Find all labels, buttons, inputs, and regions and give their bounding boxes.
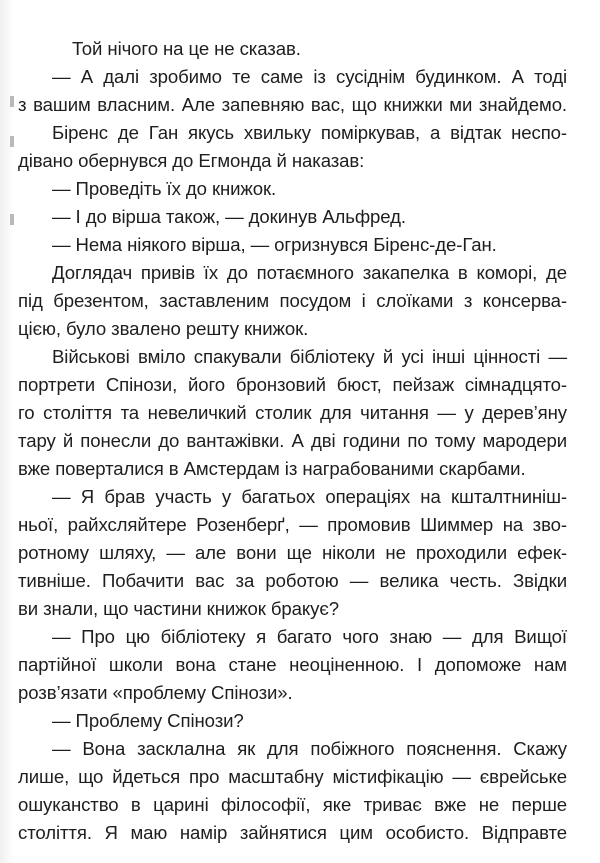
text-line: вже поверталися в Амстердам із награбованими скарбами.	[18, 458, 526, 479]
text-line: цією, було звалено решту книжок.	[18, 318, 309, 339]
text-line: з вашим власним. Але запевняю вас, що книжки ми знайдемо.	[18, 94, 567, 115]
text-line: — Проблему Спінози?	[52, 710, 244, 731]
text-line: — Я брав участь у багатьох операціях на кшталтниніш-	[52, 486, 567, 507]
text-line: портрети Спінози, його бронзовий бюст, пейзаж сімнадцято-	[18, 374, 567, 395]
text-line: — Проведіть їх до книжок.	[52, 178, 277, 199]
text-line: — Нема ніякого вірша, — огризнувся Біренс-де-Ган.	[52, 234, 497, 255]
text-line: дівано обернувся до Егмонда й наказав:	[18, 150, 365, 171]
page-edge-mark	[10, 96, 14, 107]
text-line: століття. Я маю намір зайнятися цим особисто. Відправте	[18, 822, 567, 843]
text-line: розв’язати «проблему Спінози».	[18, 682, 293, 703]
page-edge-mark	[10, 214, 14, 225]
text-line: ошуканство в царині філософії, яке триває вже не перше	[18, 794, 567, 815]
text-line: — Вона засклална як для побіжного пояснення. Скажу	[52, 738, 567, 759]
text-line: — І до вірша також, — докинув Альфред.	[52, 206, 406, 227]
page-gutter-shadow	[0, 0, 14, 863]
text-line: го століття та невеличкий столик для читання — у дерев’яну	[18, 402, 567, 423]
text-line: Доглядач привів їх до потаємного закапелка в коморі, де	[52, 262, 567, 283]
text-line: під брезентом, заставленим посудом і слоїками з консерва-	[18, 290, 567, 311]
text-line: Військові вміло спакували бібліотеку й усі інші цінності —	[52, 346, 567, 367]
text-line: ньої, райхсляйтере Розенберґ, — промовив Шиммер на зво-	[18, 514, 567, 535]
text-line: ви знали, що частини книжок бракує?	[18, 598, 339, 619]
text-line: Біренс де Ган якусь хвильку поміркував, а відтак неспо-	[52, 122, 567, 143]
text-line: тару й понесли до вантажівки. А дві години по тому мародери	[18, 430, 567, 451]
text-line: — Про цю бібліотеку я багато чого знаю — для Вищої	[52, 626, 567, 647]
page-edge-mark	[10, 136, 14, 147]
text-line: партійної школи вона стане неоціненною. І допоможе нам	[18, 654, 567, 675]
text-line: лише, що йдеться про масштабну містифікацію — єврейське	[18, 766, 567, 787]
text-line: Той нічого на це не сказав.	[72, 38, 301, 59]
text-line: тивніше. Побачити вас за роботою — велика честь. Звідки	[18, 570, 567, 591]
text-line: ротному шляху, — але вони ще ніколи не проходили ефек-	[18, 542, 567, 563]
text-line: — А далі зробимо те саме із сусіднім будинком. А тоді	[52, 66, 567, 87]
